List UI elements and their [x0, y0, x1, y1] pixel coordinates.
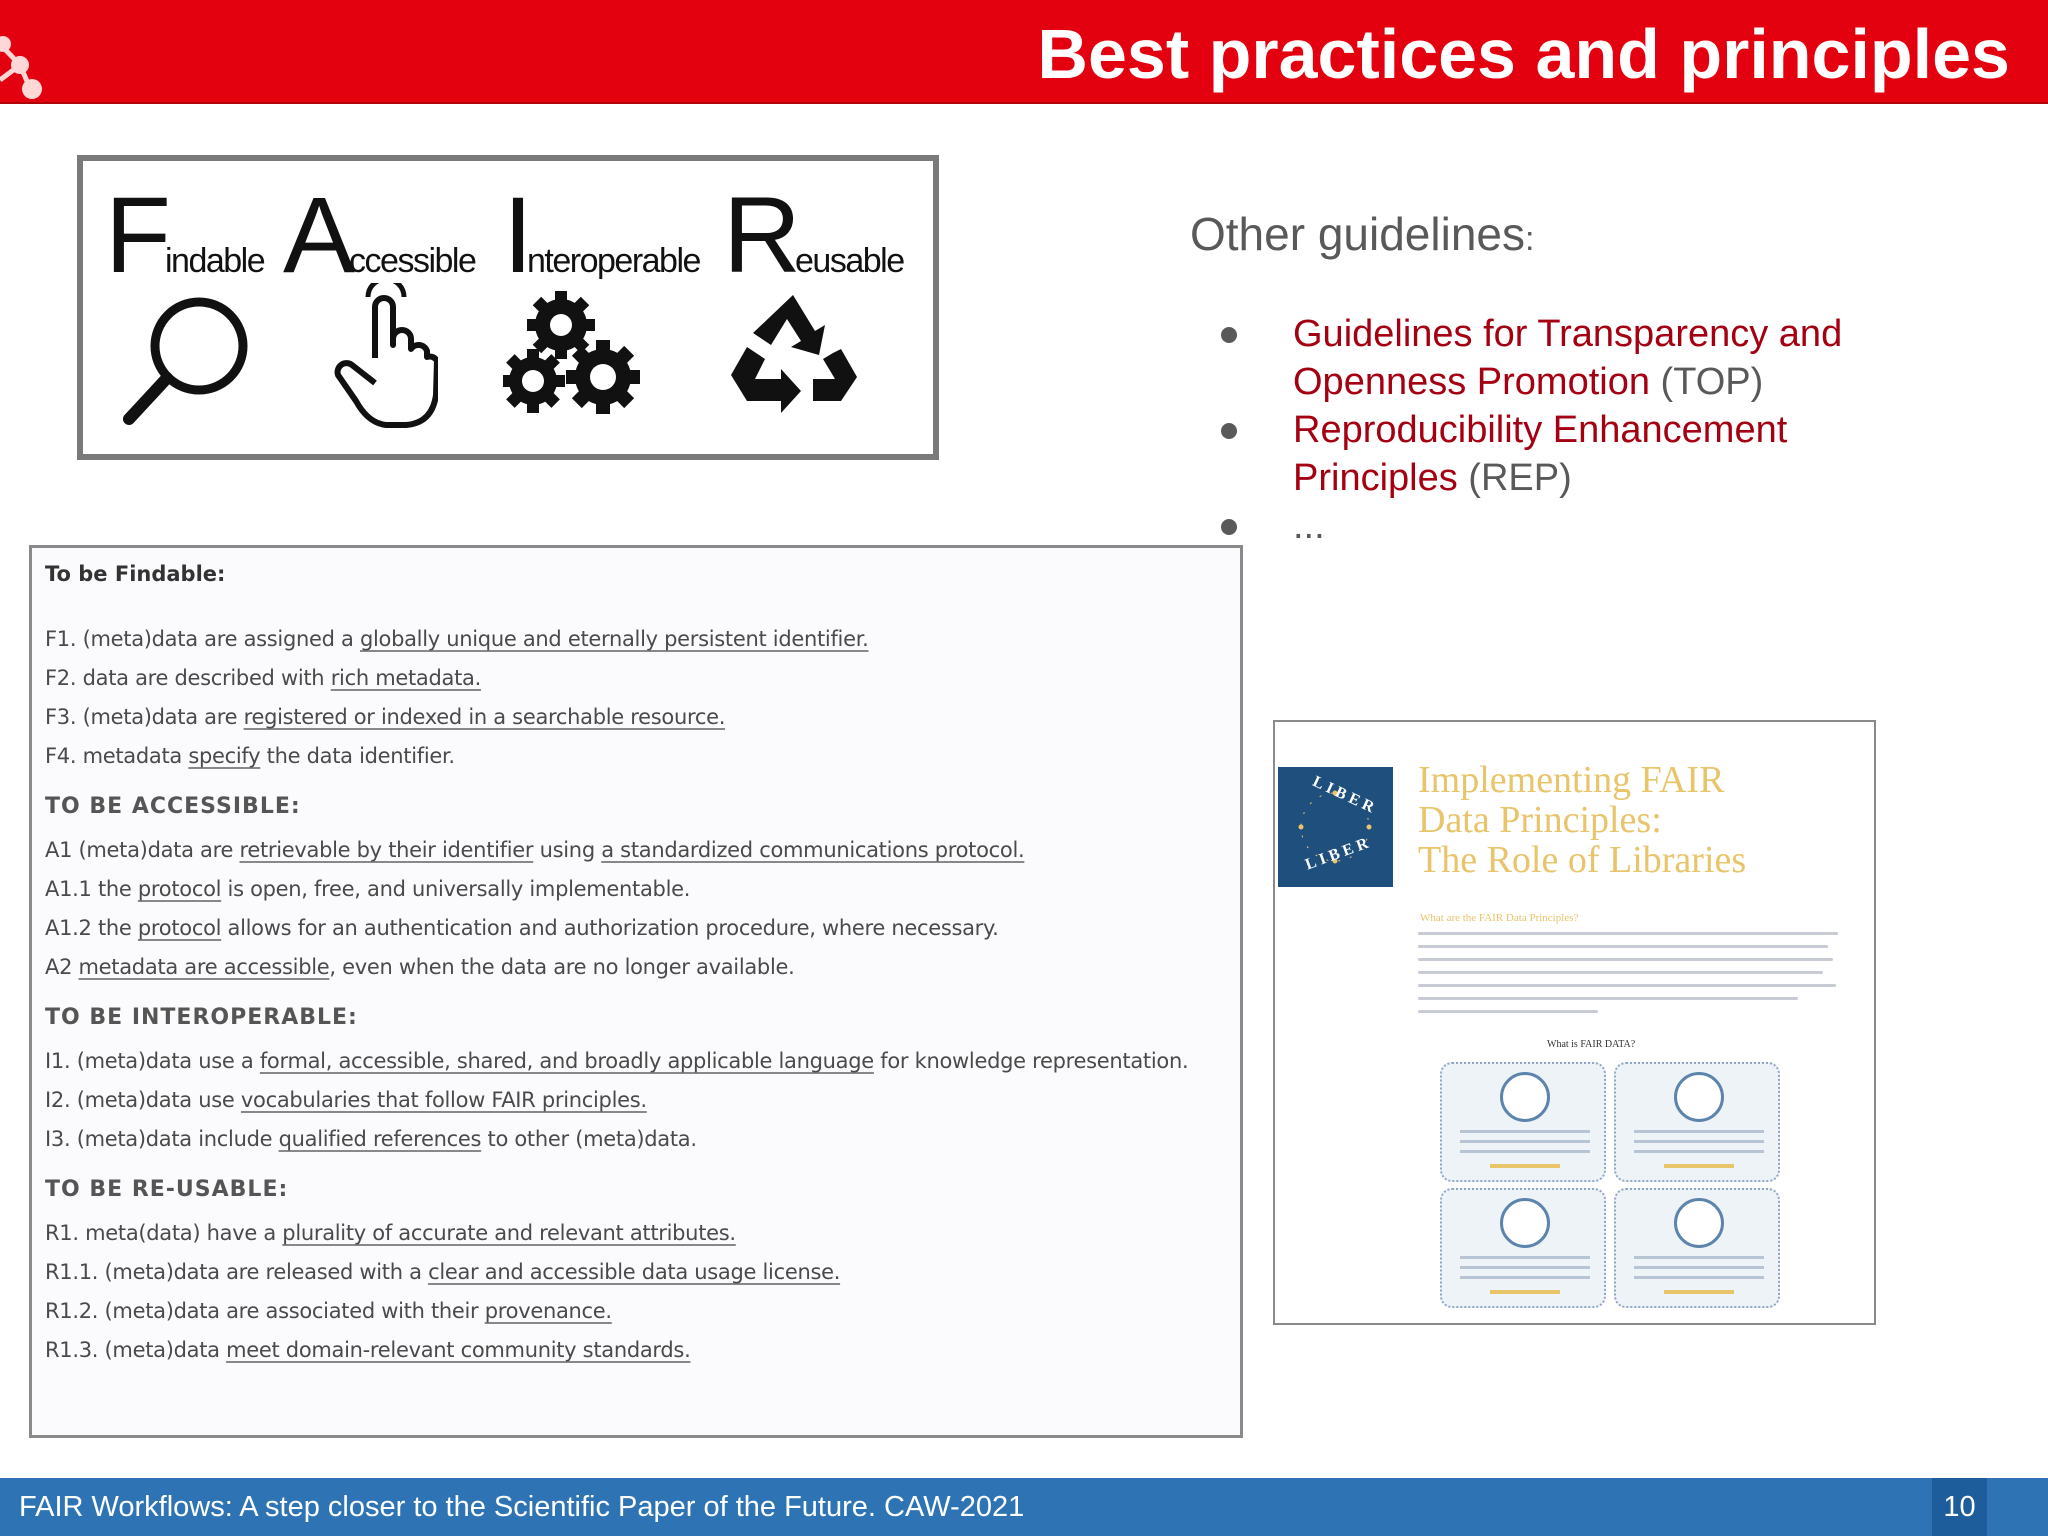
slide-footer: [0, 1478, 2048, 1536]
liber-cell: [1614, 1188, 1780, 1308]
bullet-icon: [1221, 327, 1237, 343]
guidelines-heading: Other guidelines:: [1190, 208, 1535, 260]
liber-cell: [1440, 1188, 1606, 1308]
accessible-heading: TO BE ACCESSIBLE:: [45, 794, 301, 819]
liber-center-heading: What is FAIR DATA?: [1547, 1039, 1636, 1050]
findable-heading: To be Findable:: [45, 562, 226, 586]
principle-f2: F2. data are described with rich metadata.: [45, 666, 481, 690]
principle-r1-3: R1.3. (meta)data meet domain-relevant community standards.: [45, 1338, 691, 1362]
bullet-icon: [1221, 519, 1237, 535]
liber-subheading: What are the FAIR Data Principles?: [1420, 912, 1579, 924]
principle-r1-2: R1.2. (meta)data are associated with their provenance.: [45, 1299, 612, 1323]
magnifier-icon: [121, 291, 261, 431]
molecule-logo-icon: [0, 0, 60, 104]
fair-banner: [77, 155, 939, 460]
list-item: Guidelines for Transparency and Openness Promotion (TOP): [1215, 310, 1915, 406]
fair-word-accessible: Accessible: [283, 174, 476, 295]
principle-f4: F4. metadata specify the data identifier.: [45, 744, 455, 768]
guidelines-list: [1215, 310, 1915, 550]
principle-f3: F3. (meta)data are registered or indexed in a searchable resource.: [45, 705, 726, 729]
gears-icon: [503, 289, 653, 419]
interoperable-heading: TO BE INTEROPERABLE:: [45, 1005, 358, 1030]
recycle-icon: [723, 289, 863, 424]
rep-principles-link[interactable]: Reproducibility Enhancement Principles: [1293, 409, 1788, 499]
footer-caption: FAIR Workflows: A step closer to the Scientific Paper of the Future. CAW-2021: [19, 1491, 1025, 1523]
bullet-icon: [1221, 423, 1237, 439]
fair-word-findable: Findable: [105, 174, 265, 295]
principle-f1: F1. (meta)data are assigned a globally unique and eternally persistent identifier.: [45, 627, 869, 651]
liber-logo: LIBER LIBER: [1278, 767, 1393, 887]
fair-principles-box: [29, 545, 1243, 1438]
fair-word-interoperable: Interoperable: [503, 174, 700, 295]
principle-a2: A2 metadata are accessible, even when the data are no longer available.: [45, 955, 795, 979]
liber-document-thumbnail: [1273, 720, 1876, 1325]
principle-a1-2: A1.2 the protocol allows for an authentication and authorization procedure, where necessary.: [45, 916, 999, 940]
principle-a1-1: A1.1 the protocol is open, free, and universally implementable.: [45, 877, 691, 901]
slide-header: [0, 0, 2048, 104]
principle-r1-1: R1.1. (meta)data are released with a clear and accessible data usage license.: [45, 1260, 841, 1284]
principle-a1: A1 (meta)data are retrievable by their identifier using a standardized communications protocol.: [45, 838, 1025, 862]
principle-r1: R1. meta(data) have a plurality of accurate and relevant attributes.: [45, 1221, 736, 1245]
fair-word-reusable: Reusable: [723, 174, 904, 295]
list-item: Reproducibility Enhancement Principles (REP): [1215, 406, 1915, 502]
liber-cell: [1614, 1062, 1780, 1182]
reusable-heading: TO BE RE-USABLE:: [45, 1177, 289, 1202]
principle-i2: I2. (meta)data use vocabularies that follow FAIR principles.: [45, 1088, 647, 1112]
liber-document-title: Implementing FAIR Data Principles: The Role of Libraries: [1418, 759, 1747, 881]
principle-i3: I3. (meta)data include qualified references to other (meta)data.: [45, 1127, 697, 1151]
liber-cell: [1440, 1062, 1606, 1182]
slide-title: Best practices and principles: [1037, 15, 2010, 93]
page-number: 10: [1932, 1478, 1987, 1536]
principle-i1: I1. (meta)data use a formal, accessible, shared, and broadly applicable language for knowledge representation.: [45, 1049, 1189, 1073]
list-item: ...: [1215, 502, 1915, 550]
liber-body-text: [1418, 932, 1838, 1023]
top-guidelines-link[interactable]: Guidelines for Transparency and Openness Promotion: [1293, 313, 1843, 403]
pointing-hand-icon: [328, 283, 438, 433]
liber-fair-grid: [1440, 1062, 1780, 1310]
